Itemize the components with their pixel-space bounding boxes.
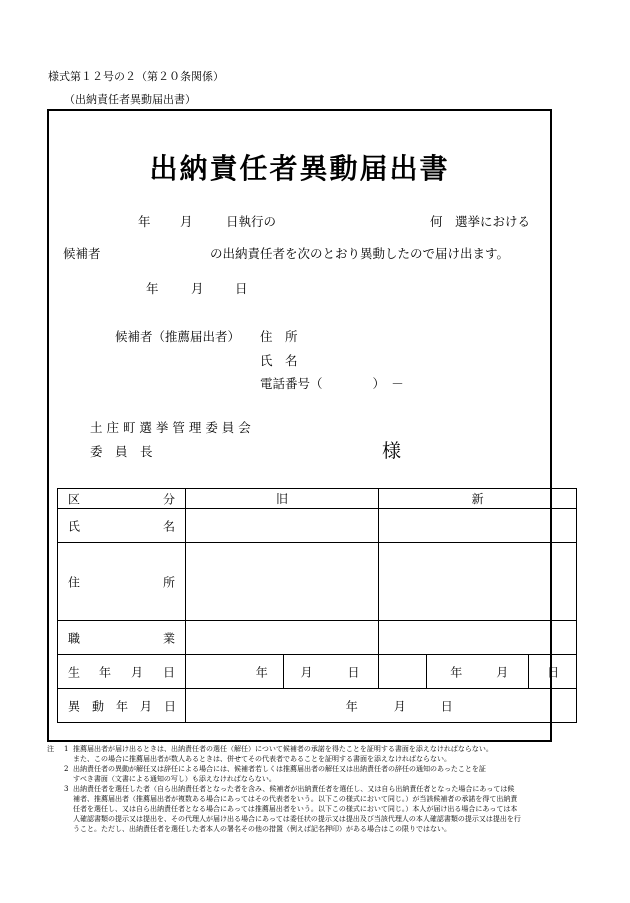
date-day-label: 日 xyxy=(235,281,248,296)
date-month-label: 月 xyxy=(191,281,204,296)
applicant-address-label: 住 所 xyxy=(260,329,298,344)
row-address-label: 住 所 xyxy=(58,543,186,621)
exec-month-label: 月 xyxy=(180,214,193,229)
candidate-label: 候補者 xyxy=(63,246,101,261)
committee-name: 土 庄 町 選 挙 管 理 委 員 会 xyxy=(90,420,251,435)
new-name-cell xyxy=(379,509,577,543)
date-year-label: 年 xyxy=(146,281,159,296)
note-3: 3 出納責任者を選任した者（自ら出納責任者となった者を含み、候補者が出納責任者を選任し、又は自ら出納責任者となった場合にあっては候 補者、推薦届出者（推薦届出者が複数ある場合にあってはその代表者をいう。以下この様式において同じ。）が当該候補者の承諾を得て出納責 任者を選任し、又は自ら出納責任者となる場合にあっては推薦届出者をいう。以下この様式において同じ。）本人が届け出る場合にあっては本 人確認書類の提示又は提出を、その代理人が届け出る場合にあっては委任状の提示又は提出及び当該代理人の本人確認書類の提示又は提出を行 うこと。ただし、出納責任者を選任した者本人の署名その他の措置（例えば記名押印）がある場合はこの限りではない。 xyxy=(64,785,521,833)
new-occupation-cell xyxy=(379,621,577,655)
row-birthdate-label: 生 年 月 日 xyxy=(58,655,186,689)
notes xyxy=(47,744,587,834)
row-birthdate: 生 年 月 日 年 月 日 年 月 日 xyxy=(58,655,577,689)
exec-year-label: 年 xyxy=(138,214,151,229)
change-date-cell: 年 月 日 xyxy=(185,689,576,723)
old-name-cell xyxy=(185,509,379,543)
applicant-label: 候補者（推薦届出者） xyxy=(115,329,241,344)
note-2: 2 出納責任者の異動が解任又は辞任による場合には、候補者若しくは推薦届出者の解任又は出納責任者の辞任の通知のあったことを証 すべき書面（文書による通知の写し）も添えなければならない。 xyxy=(64,765,486,783)
form-subtitle: （出納責任者異動届出書） xyxy=(64,93,196,106)
election-label: 何 選挙における xyxy=(430,214,531,229)
chair-label: 委 員 長 xyxy=(90,444,153,459)
header-old: 旧 xyxy=(185,489,379,509)
statement-text: の出納責任者を次のとおり異動したので届け出ます。 xyxy=(210,246,510,261)
old-occupation-cell xyxy=(185,621,379,655)
row-change-date xyxy=(58,689,577,723)
change-table xyxy=(57,488,577,723)
applicant-name-label: 氏 名 xyxy=(260,353,298,368)
form-number: 様式第１２号の２（第２０条関係） xyxy=(48,70,224,83)
row-name-label: 氏 名 xyxy=(58,509,186,543)
applicant-phone-label: 電話番号（ ） － xyxy=(260,376,404,391)
header-category: 区 分 xyxy=(58,489,186,509)
form-frame xyxy=(47,109,560,742)
old-address-cell xyxy=(185,543,379,621)
honorific-sama: 様 xyxy=(382,440,402,462)
table-header-row xyxy=(58,489,577,509)
row-change-date-label: 異 動 年 月 日 xyxy=(58,689,186,723)
row-name xyxy=(58,509,577,543)
exec-day-label: 日執行の xyxy=(226,214,277,229)
new-birthdate-cell: 年 月 xyxy=(427,655,529,689)
note-1: 注 1 推薦届出者が届け出るときは、出納責任者の選任（解任）について候補者の承諾を得たことを証明する書面を添えなければならない。 また、この場合に推薦届出者が数人あるときは、併せてその代表者であることを証明する書面を添えなければならない。 xyxy=(47,745,493,763)
new-address-cell xyxy=(379,543,577,621)
row-occupation-label: 職 業 xyxy=(58,621,186,655)
row-address xyxy=(58,543,577,621)
old-birthdate-cell: 年 xyxy=(185,655,283,689)
header-new: 新 xyxy=(379,489,577,509)
document-title: 出納責任者異動届出書 xyxy=(149,152,450,185)
row-occupation xyxy=(58,621,577,655)
